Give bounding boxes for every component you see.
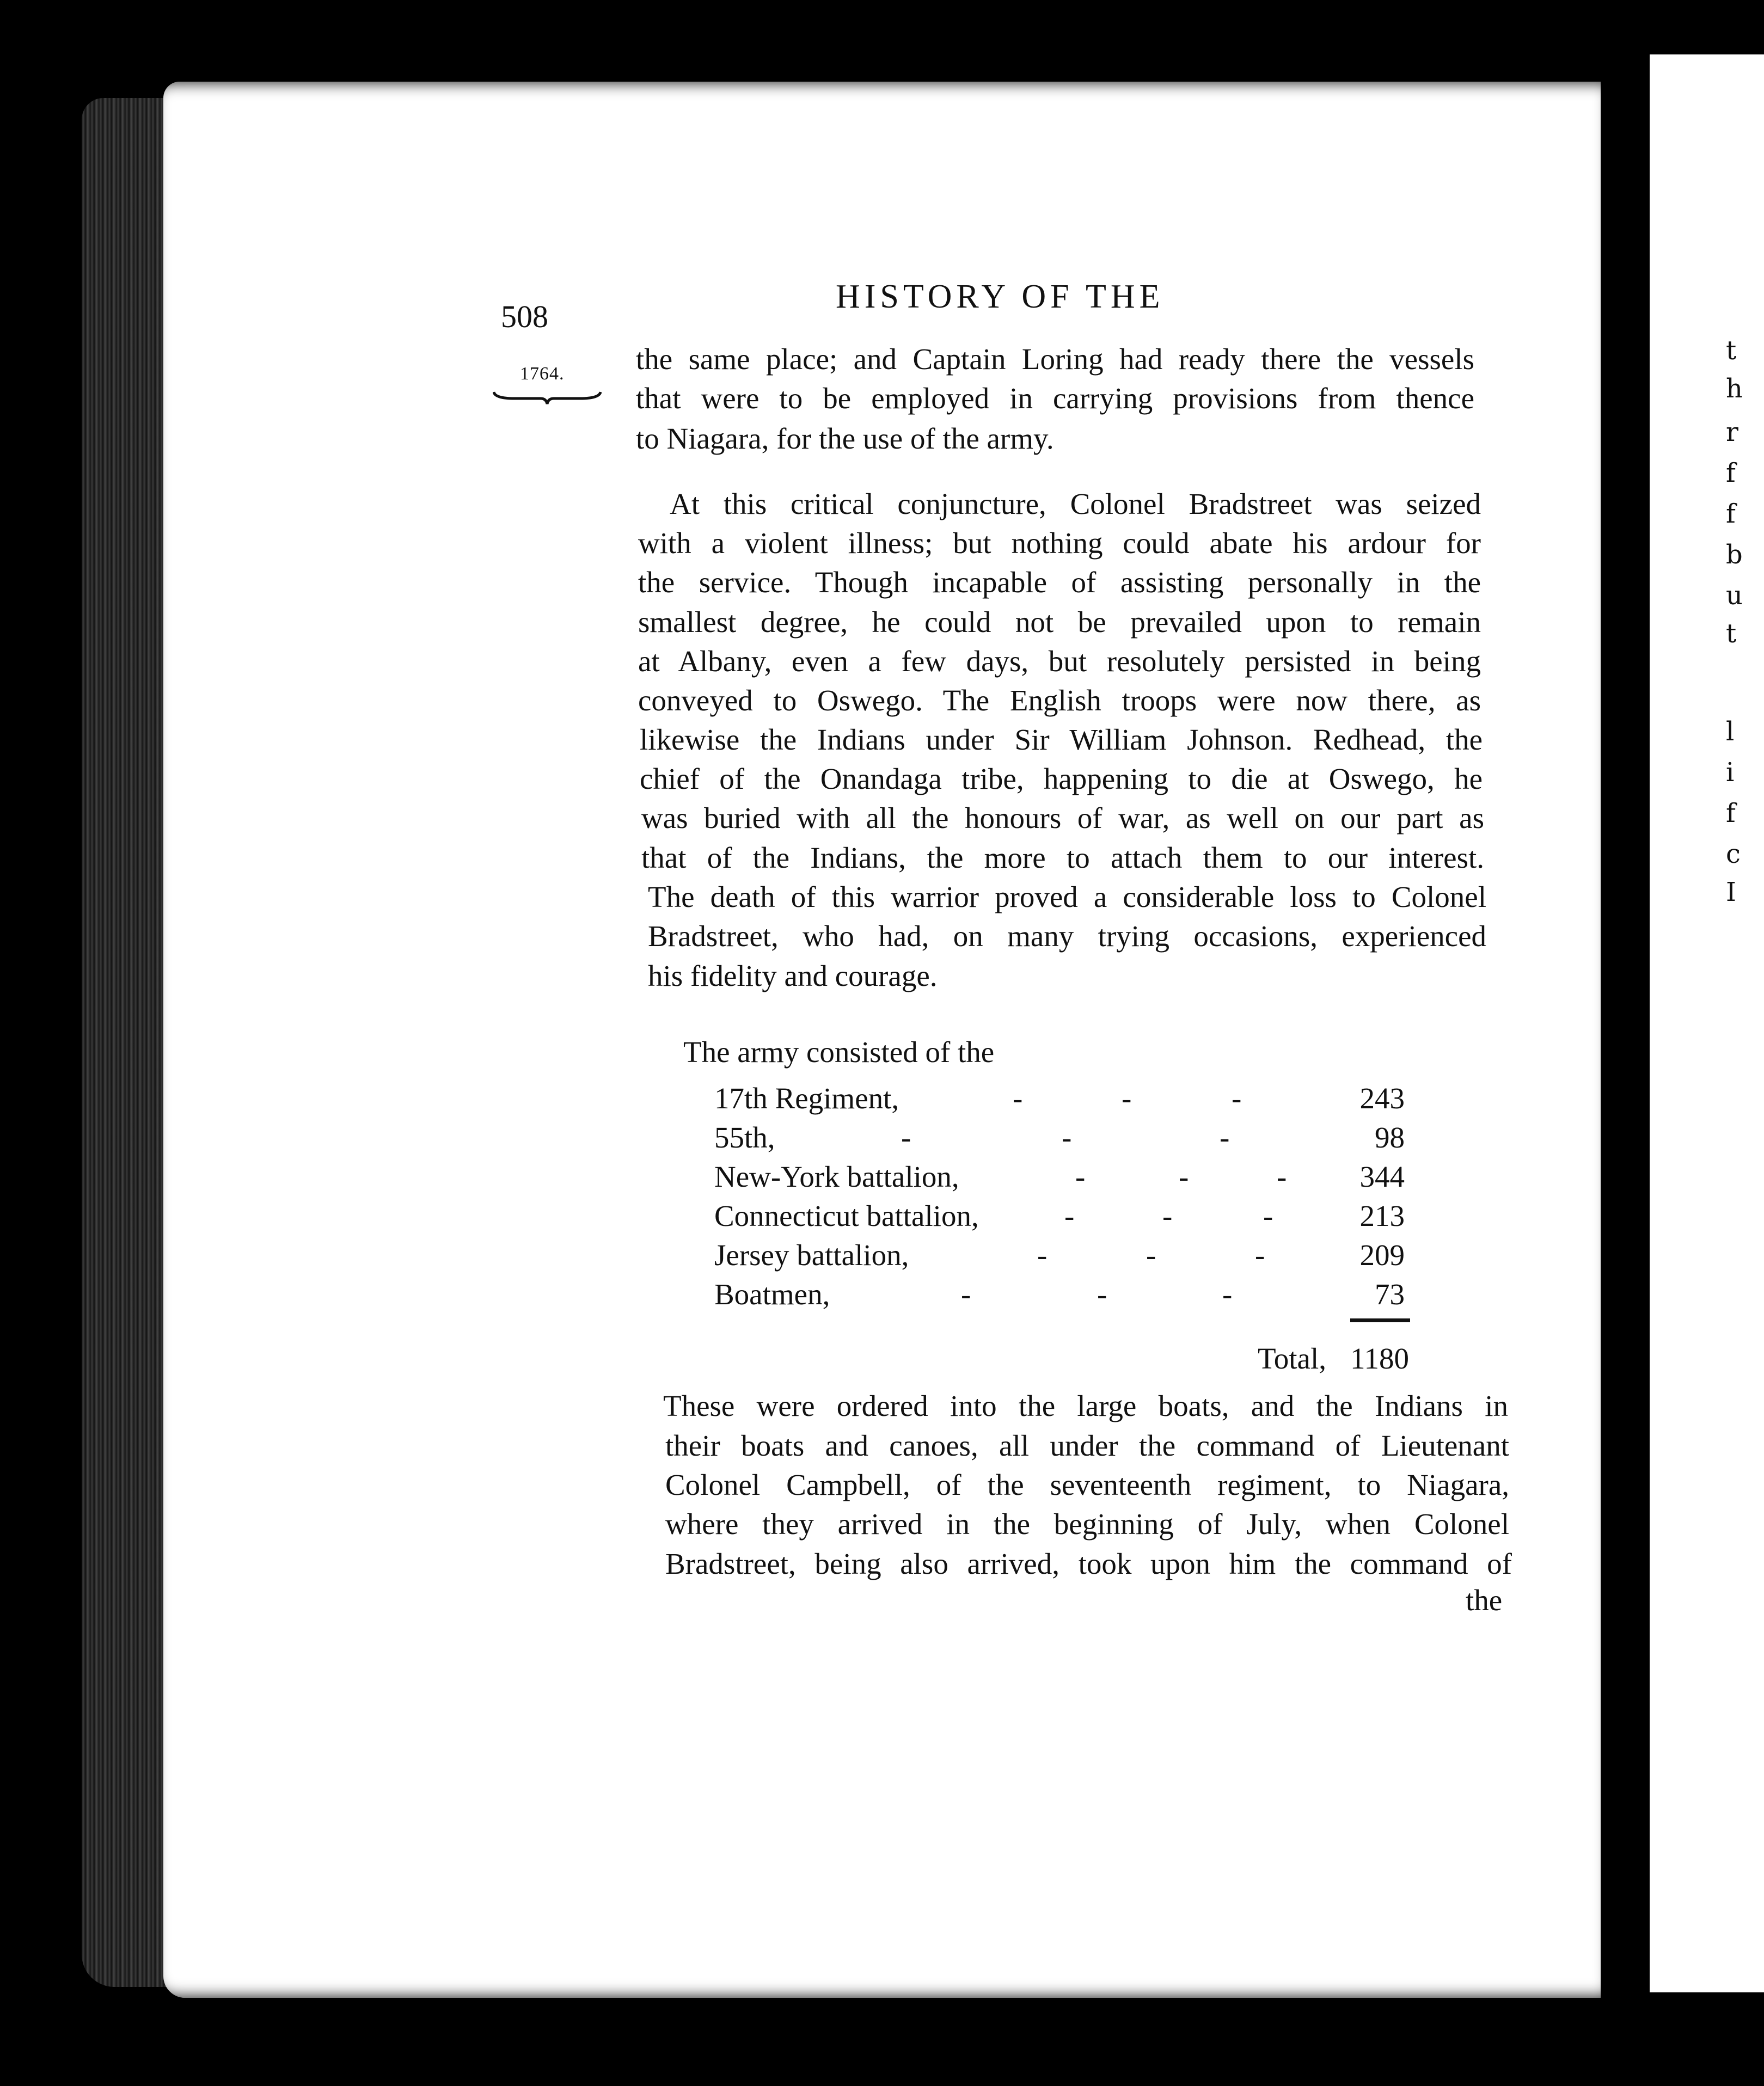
total-label: Total, xyxy=(1258,1342,1326,1375)
text-line: Bradstreet, being also arrived, took upon him the command of xyxy=(665,1547,1512,1580)
table-row-label: 55th, xyxy=(714,1121,775,1154)
table-row-value: 98 xyxy=(1375,1121,1405,1154)
text-line: likewise the Indians under Sir William Johnson. Redhead, the xyxy=(640,723,1483,756)
page-number: 508 xyxy=(501,299,548,334)
facing-page-letter: u xyxy=(1726,580,1743,611)
table-row-leader-dash: - xyxy=(901,1121,911,1154)
table-row-value: 243 xyxy=(1359,1082,1405,1115)
facing-page-letter: r xyxy=(1726,417,1738,447)
facing-page-letter: l xyxy=(1726,716,1735,747)
table-row-label: New-York battalion, xyxy=(714,1160,959,1193)
text-line: At this critical conjuncture, Colonel Bradstreet was seized xyxy=(670,487,1481,520)
total-rule xyxy=(1350,1318,1410,1322)
table-row-value: 344 xyxy=(1359,1160,1405,1193)
margin-year: 1764. xyxy=(520,364,565,384)
table-row-label: Boatmen, xyxy=(714,1278,830,1311)
table-row-leader-dash: - xyxy=(1062,1121,1072,1154)
text-line: These were ordered into the large boats, and the Indians in xyxy=(663,1389,1508,1422)
facing-page-letter: t xyxy=(1726,618,1737,649)
book-gutter xyxy=(1601,54,1650,2036)
table-intro: The army consisted of the xyxy=(683,1035,995,1069)
facing-page-letter: f xyxy=(1726,798,1736,829)
table-row-label: Jersey battalion, xyxy=(714,1238,909,1272)
text-line: chief of the Onandaga tribe, happening to die at Oswego, he xyxy=(640,762,1483,795)
table-row-leader-dash: - xyxy=(1179,1160,1189,1193)
text-line: was buried with all the honours of war, as well on our part as xyxy=(641,801,1484,835)
table-row-leader-dash: - xyxy=(1064,1199,1075,1232)
text-line: with a violent illness; but nothing could abate his ardour for xyxy=(638,526,1481,560)
facing-page-letter: b xyxy=(1726,539,1743,570)
running-title: HISTORY OF THE xyxy=(836,278,1165,315)
table-row-leader-dash: - xyxy=(1232,1082,1242,1115)
text-line: that of the Indians, the more to attach them to our interest. xyxy=(641,841,1484,874)
table-row-leader-dash: - xyxy=(1255,1238,1265,1272)
text-line: Colonel Campbell, of the seventeenth regiment, to Niagara, xyxy=(665,1468,1509,1501)
facing-page-letter: h xyxy=(1726,373,1743,404)
facing-page-letter: c xyxy=(1726,839,1741,869)
table-row-value: 209 xyxy=(1359,1238,1405,1272)
text-line: his fidelity and courage. xyxy=(648,959,938,992)
table-row-leader-dash: - xyxy=(1162,1199,1173,1232)
table-row-leader-dash: - xyxy=(1277,1160,1287,1193)
text-line: to Niagara, for the use of the army. xyxy=(636,422,1054,455)
table-row-leader-dash: - xyxy=(1146,1238,1156,1272)
table-row-leader-dash: - xyxy=(1263,1199,1273,1232)
table-row-label: 17th Regiment, xyxy=(714,1082,899,1115)
table-row-leader-dash: - xyxy=(1013,1082,1023,1115)
facing-page-letter: i xyxy=(1726,757,1735,788)
table-row-leader-dash: - xyxy=(1075,1160,1086,1193)
table-row-leader-dash: - xyxy=(1097,1278,1107,1311)
facing-page-edge xyxy=(1650,54,1764,1992)
table-row-value: 213 xyxy=(1359,1199,1405,1232)
catchword: the xyxy=(1466,1584,1503,1617)
text-line: Bradstreet, who had, on many trying occasions, experienced xyxy=(648,919,1486,953)
text-line: that were to be employed in carrying provisions from thence xyxy=(636,382,1474,415)
text-line: The death of this warrior proved a considerable loss to Colonel xyxy=(648,880,1486,913)
facing-page-letter: f xyxy=(1726,458,1736,488)
table-row-leader-dash: - xyxy=(1222,1278,1233,1311)
table-row-value: 73 xyxy=(1375,1278,1405,1311)
text-line: the service. Though incapable of assisting personally in the xyxy=(638,566,1481,599)
facing-page-letter: t xyxy=(1726,335,1737,366)
text-line: where they arrived in the beginning of July, when Colonel xyxy=(665,1507,1509,1541)
text-line: at Albany, even a few days, but resolutely persisted in being xyxy=(638,645,1481,678)
text-line: the same place; and Captain Loring had ready there the vessels xyxy=(636,342,1474,376)
facing-page-letter: f xyxy=(1726,499,1736,529)
table-row-leader-dash: - xyxy=(1122,1082,1132,1115)
table-row-leader-dash: - xyxy=(1037,1238,1048,1272)
table-row-leader-dash: - xyxy=(1220,1121,1230,1154)
table-row-leader-dash: - xyxy=(961,1278,971,1311)
total-value: 1180 xyxy=(1350,1342,1409,1375)
text-line: their boats and canoes, all under the command of Lieutenant xyxy=(665,1429,1509,1462)
text-line: smallest degree, he could not be prevailed upon to remain xyxy=(638,605,1481,639)
table-row-label: Connecticut battalion, xyxy=(714,1199,979,1232)
facing-page-letter: I xyxy=(1726,877,1736,907)
margin-brace xyxy=(493,390,602,405)
text-line: conveyed to Oswego. The English troops were now there, as xyxy=(638,684,1481,717)
